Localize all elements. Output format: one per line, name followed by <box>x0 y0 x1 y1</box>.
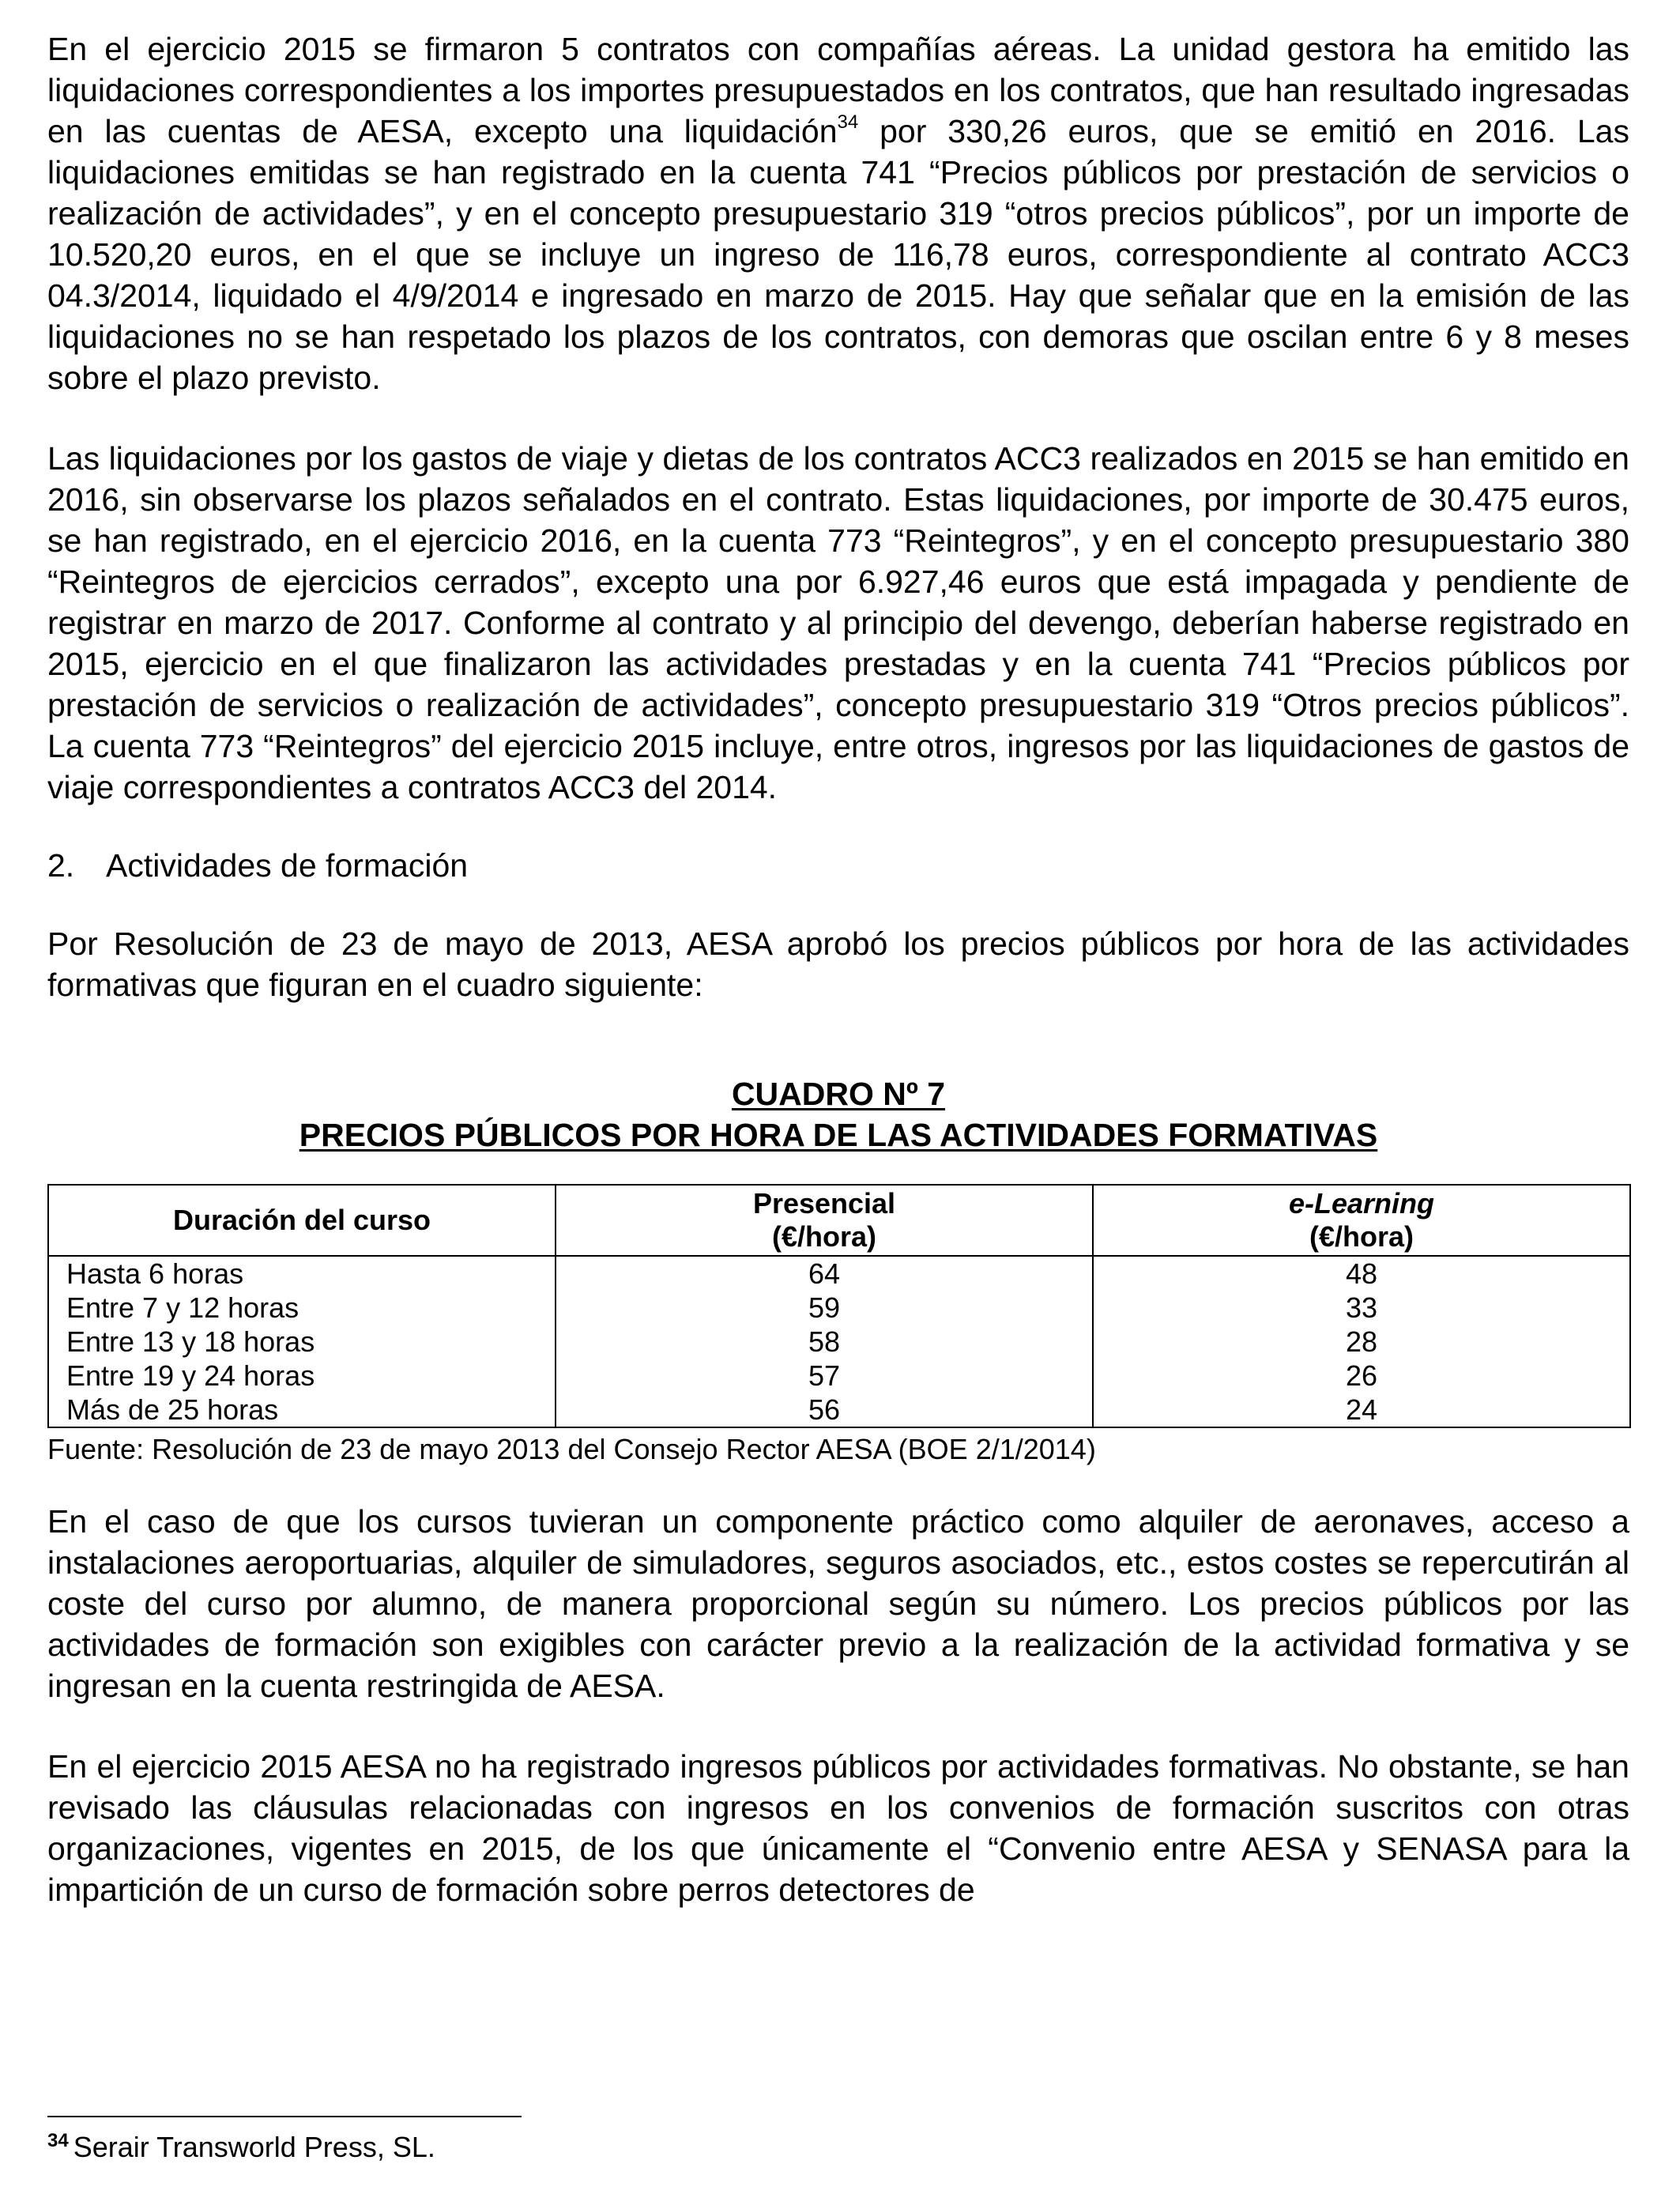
table-source-note: Fuente: Resolución de 23 de mayo 2013 del Consejo Rector AESA (BOE 2/1/2014) <box>47 1433 1096 1465</box>
header-presencial-label: Presencial <box>752 1187 896 1220</box>
table-row <box>48 1393 1630 1427</box>
prices-table <box>47 1184 1631 1428</box>
header-elearning <box>1093 1185 1630 1256</box>
cell-presencial: 58 <box>556 1325 1093 1359</box>
paragraph-ingresos-formativas: En el ejercicio 2015 AESA no ha registrado ingresos públicos por actividades formativas. No obstante, se han revisado las cláusulas relacionadas con ingresos en los convenios de formación suscritos con otras organizaciones, vigentes en 2015, de los que únicamente el “Convenio entre AESA y SENASA para la impartición de un curso de formación sobre perros detectores de <box>47 1748 1629 1908</box>
cell-duration: Más de 25 horas <box>48 1393 556 1427</box>
table-title: PRECIOS PÚBLICOS POR HORA DE LAS ACTIVIDADES FORMATIVAS <box>299 1117 1378 1153</box>
section-heading <box>47 845 1629 886</box>
cell-presencial: 64 <box>556 1256 1093 1291</box>
table-row <box>48 1359 1630 1393</box>
header-presencial <box>556 1185 1093 1256</box>
cell-presencial: 56 <box>556 1393 1093 1427</box>
document-page <box>47 28 1629 1910</box>
paragraph-liquidaciones-viaje: Las liquidaciones por los gastos de viaje y dietas de los contratos ACC3 realizados en 2015 se han emitido en 2016, sin observarse los plazos señalados en el contrato. Estas liquidaciones, por importe de 30.475 euros, se han registrado, en el ejercicio 2016, en la cuenta 773 “Reintegros”, y en el concepto presupuestario 380 “Reintegros de ejercicios cerrados”, excepto una por 6.927,46 euros que está impagada y pendiente de registrar en marzo de 2017. Conforme al contrato y al principio del devengo, deberían haberse registrado en 2015, ejercicio en el que finalizaron las actividades prestadas y en la cuenta 741 “Precios públicos por prestación de servicios o realización de actividades”, concepto presupuestario 319 “Otros precios públicos”. La cuenta 773 “Reintegros” del ejercicio 2015 incluye, entre otros, ingresos por las liquidaciones de gastos de viaje correspondientes a contratos ACC3 del 2014. <box>47 440 1629 805</box>
paragraph-text: En el ejercicio 2015 se firmaron 5 contratos con compañías aéreas. La unidad gestora ha emitido las liquidaciones correspondientes a los importes presupuestados en los contratos, que han resultado ingresadas en las cuentas de AESA, excepto una liquidación <box>47 31 1629 149</box>
footnote-mark: 34 <box>47 2130 69 2151</box>
header-duration: Duración del curso <box>48 1185 556 1256</box>
footnote-reference[interactable]: 34 <box>837 111 859 134</box>
paragraph-text: por 330,26 euros, que se emitió en 2016. Las liquidaciones emitidas se han registrado en la cuenta 741 “Precios públicos por prestación de servicios o realización de actividades”, y en el concepto presupuestario 319 “otros precios públicos”, por un importe de 10.520,20 euros, en el que se incluye un ingreso de 116,78 euros, correspondiente al contrato ACC3 04.3/2014, liquidado el 4/9/2014 e ingresado en marzo de 2015. Hay que señalar que en la emisión de las liquidaciones no se han respetado los plazos de los contratos, con demoras que oscilan entre 6 y 8 meses sobre el plazo previsto. <box>47 113 1629 396</box>
cell-presencial: 59 <box>556 1291 1093 1325</box>
header-elearning-unit: (€/hora) <box>1309 1220 1414 1253</box>
cell-elearning: 28 <box>1093 1325 1630 1359</box>
table-row <box>48 1291 1630 1325</box>
cell-duration: Entre 7 y 12 horas <box>48 1291 556 1325</box>
table-number: CUADRO Nº 7 <box>731 1076 946 1112</box>
table-header-row <box>48 1185 1630 1256</box>
cell-elearning: 26 <box>1093 1359 1630 1393</box>
paragraph-componente-practico: En el caso de que los cursos tuvieran un componente práctico como alquiler de aeronaves, acceso a instalaciones aeroportuarias, alquiler de simuladores, seguros asociados, etc., estos costes se repercutirán al coste del curso por alumno, de manera proporcional según su número. Los precios públicos por las actividades de formación son exigibles con carácter previo a la realización de la actividad formativa y se ingresan en la cuenta restringida de AESA. <box>47 1503 1629 1704</box>
cell-presencial: 57 <box>556 1359 1093 1393</box>
footnote-text: Serair Transworld Press, SL. <box>73 2131 435 2163</box>
cell-duration: Hasta 6 horas <box>48 1256 556 1291</box>
footnote <box>47 2129 435 2166</box>
paragraph-resolucion: Por Resolución de 23 de mayo de 2013, AESA aprobó los precios públicos por hora de las actividades formativas que figuran en el cuadro siguiente: <box>47 925 1629 1003</box>
cell-duration: Entre 13 y 18 horas <box>48 1325 556 1359</box>
cell-duration: Entre 19 y 24 horas <box>48 1359 556 1393</box>
section-title: Actividades de formación <box>106 847 469 884</box>
table-row <box>48 1256 1630 1291</box>
paragraph-contratos-aereas <box>47 28 1629 398</box>
section-number: 2. <box>47 847 75 884</box>
footnote-divider <box>47 2116 522 2117</box>
cell-elearning: 48 <box>1093 1256 1630 1291</box>
cell-elearning: 24 <box>1093 1393 1630 1427</box>
cell-elearning: 33 <box>1093 1291 1630 1325</box>
table-row <box>48 1325 1630 1359</box>
header-elearning-label: e-Learning <box>1288 1187 1435 1220</box>
header-presencial-unit: (€/hora) <box>771 1220 876 1253</box>
table-title-block <box>47 1073 1629 1155</box>
